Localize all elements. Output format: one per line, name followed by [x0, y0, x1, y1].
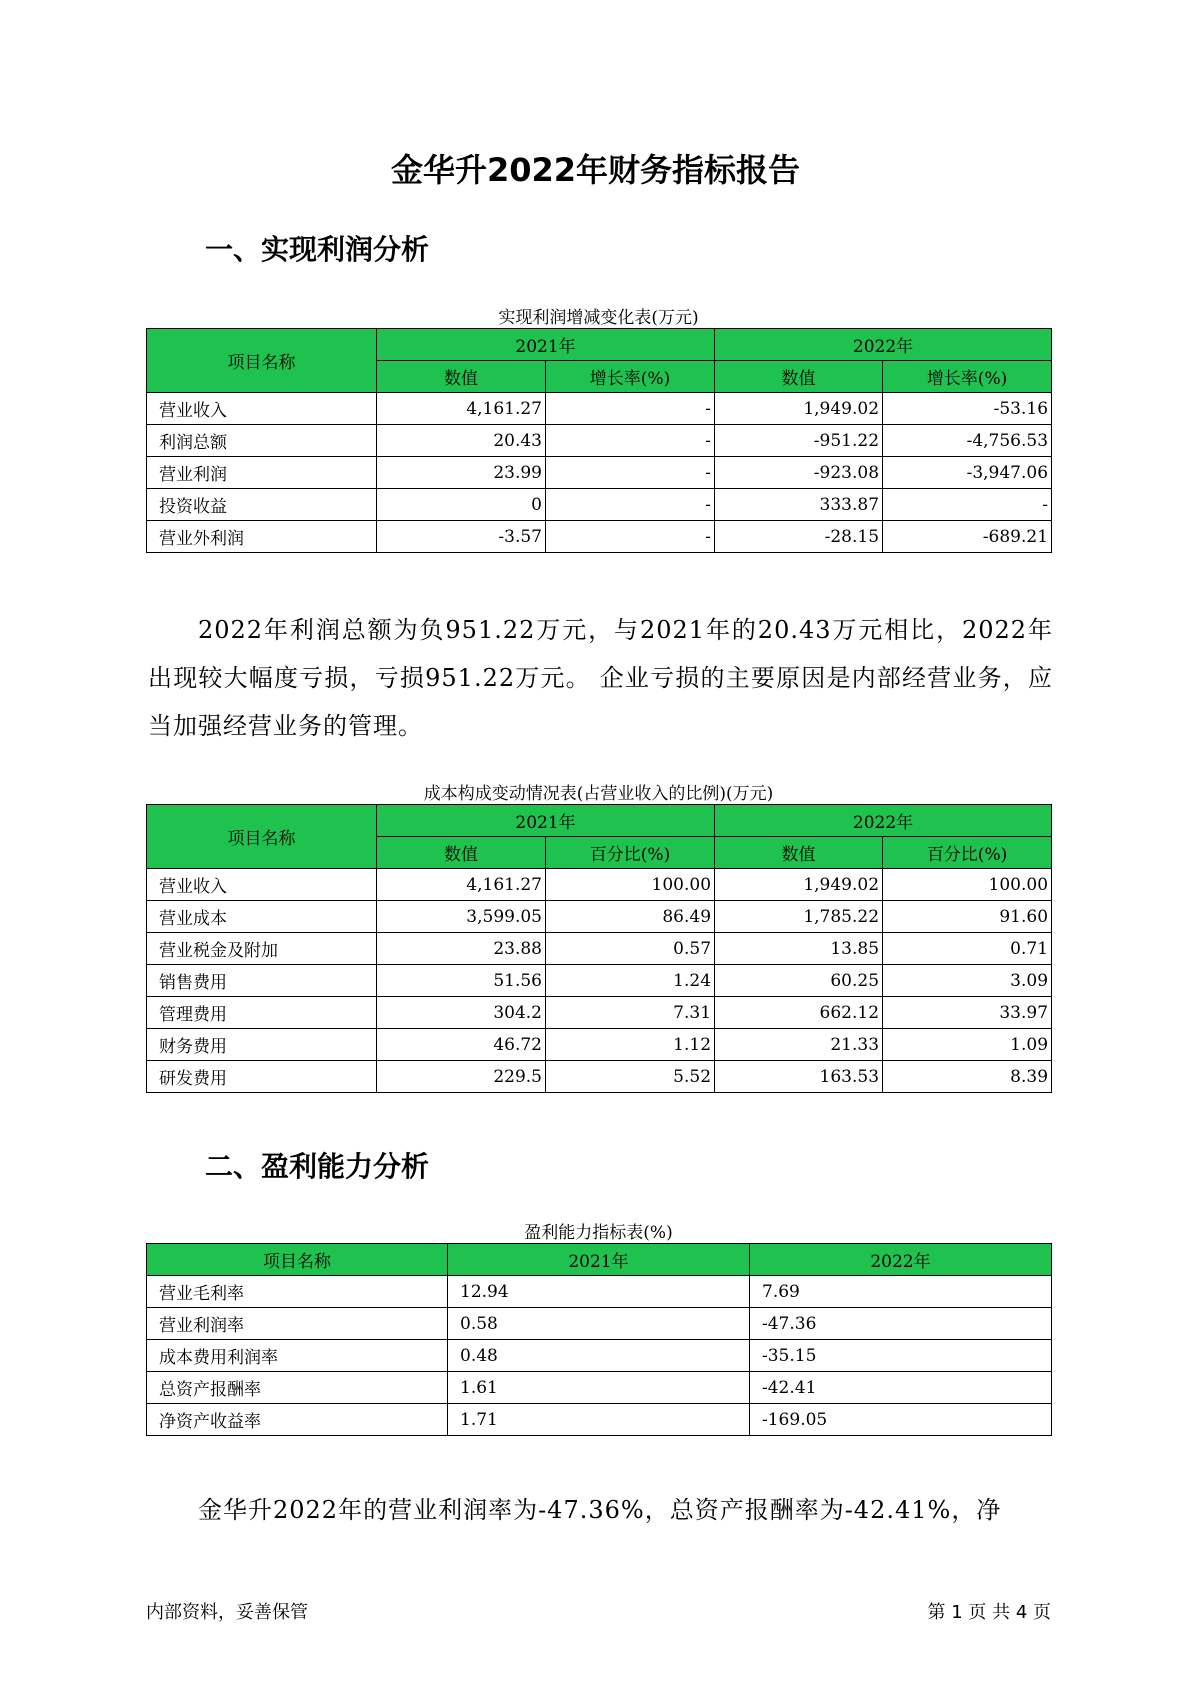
section-heading-profit: 一、实现利润分析 [205, 233, 430, 266]
cell-value: -689.21 [883, 521, 1052, 553]
header-value: 数值 [715, 837, 883, 869]
cell-value: 1.71 [448, 1404, 750, 1436]
cell-value: 23.99 [377, 457, 546, 489]
row-label: 财务费用 [147, 1029, 377, 1061]
row-label: 营业收入 [147, 393, 377, 425]
cell-value: 333.87 [715, 489, 883, 521]
table-row [147, 1372, 1052, 1404]
cell-value: 91.60 [883, 901, 1052, 933]
row-label: 销售费用 [147, 965, 377, 997]
header-percent: 百分比(%) [546, 837, 715, 869]
table-caption-profit-change: 实现利润增减变化表(万元) [498, 308, 699, 328]
cell-value: 12.94 [448, 1276, 750, 1308]
section-heading-profitability: 二、盈利能力分析 [205, 1150, 430, 1183]
cell-value: -47.36 [750, 1308, 1052, 1340]
cell-value: 60.25 [715, 965, 883, 997]
cell-value: -35.15 [750, 1340, 1052, 1372]
header-year-2021: 2021年 [377, 329, 715, 361]
profit-change-table [146, 328, 1052, 553]
profitability-paragraph: 金华升2022年的营业利润率为-47.36%，总资产报酬率为-42.41%，净 [198, 1496, 1002, 1524]
cell-value: 3.09 [883, 965, 1052, 997]
row-label: 营业利润 [147, 457, 377, 489]
profitability-table [146, 1243, 1052, 1436]
footer-page-number: 第 1 页 共 4 页 [927, 1602, 1051, 1623]
cell-value: 23.88 [377, 933, 546, 965]
cell-value: 51.56 [377, 965, 546, 997]
cell-value: - [546, 521, 715, 553]
cell-value: -169.05 [750, 1404, 1052, 1436]
cell-value: 7.31 [546, 997, 715, 1029]
cell-value: 1.09 [883, 1029, 1052, 1061]
table-row [147, 1404, 1052, 1436]
header-percent: 百分比(%) [883, 837, 1052, 869]
table-row [147, 1029, 1052, 1061]
row-label: 成本费用利润率 [147, 1340, 448, 1372]
cell-value: - [546, 457, 715, 489]
header-item-name: 项目名称 [147, 329, 377, 393]
cell-value: -28.15 [715, 521, 883, 553]
cell-value: 1,949.02 [715, 869, 883, 901]
cell-value: 1.12 [546, 1029, 715, 1061]
cell-value: 33.97 [883, 997, 1052, 1029]
cell-value: 304.2 [377, 997, 546, 1029]
cell-value: 163.53 [715, 1061, 883, 1093]
cell-value: 100.00 [546, 869, 715, 901]
row-label: 营业税金及附加 [147, 933, 377, 965]
table-row [147, 933, 1052, 965]
row-label: 营业成本 [147, 901, 377, 933]
cell-value: -3.57 [377, 521, 546, 553]
cell-value: 4,161.27 [377, 393, 546, 425]
cell-value: 229.5 [377, 1061, 546, 1093]
cell-value: -53.16 [883, 393, 1052, 425]
header-value: 数值 [715, 361, 883, 393]
cell-value: 20.43 [377, 425, 546, 457]
header-year-2021: 2021年 [448, 1244, 750, 1276]
table-row [147, 1061, 1052, 1093]
cell-value: 5.52 [546, 1061, 715, 1093]
header-item-name: 项目名称 [147, 1244, 448, 1276]
cell-value: 0.57 [546, 933, 715, 965]
cell-value: 46.72 [377, 1029, 546, 1061]
header-year-2022: 2022年 [715, 805, 1052, 837]
table-row [147, 901, 1052, 933]
cell-value: 21.33 [715, 1029, 883, 1061]
table-row [147, 869, 1052, 901]
header-item-name: 项目名称 [147, 805, 377, 869]
cell-value: -42.41 [750, 1372, 1052, 1404]
row-label: 营业外利润 [147, 521, 377, 553]
cell-value: 0.58 [448, 1308, 750, 1340]
table-caption-profitability: 盈利能力指标表(%) [524, 1223, 673, 1243]
row-label: 投资收益 [147, 489, 377, 521]
header-year-2022: 2022年 [715, 329, 1052, 361]
row-label: 净资产收益率 [147, 1404, 448, 1436]
row-label: 营业收入 [147, 869, 377, 901]
row-label: 总资产报酬率 [147, 1372, 448, 1404]
table-caption-cost-structure: 成本构成变动情况表(占营业收入的比例)(万元) [423, 784, 774, 804]
header-growth-rate: 增长率(%) [546, 361, 715, 393]
cell-value: 4,161.27 [377, 869, 546, 901]
cell-value: 3,599.05 [377, 901, 546, 933]
page-title: 金华升2022年财务指标报告 [390, 151, 801, 189]
table-row [147, 965, 1052, 997]
cell-value: 1.61 [448, 1372, 750, 1404]
cell-value: - [546, 393, 715, 425]
cell-value: 1,785.22 [715, 901, 883, 933]
table-row [147, 425, 1052, 457]
row-label: 营业毛利率 [147, 1276, 448, 1308]
cell-value: -923.08 [715, 457, 883, 489]
cell-value: 0.71 [883, 933, 1052, 965]
footer-confidential-note: 内部资料，妥善保管 [146, 1602, 308, 1623]
cell-value: -3,947.06 [883, 457, 1052, 489]
cost-structure-table [146, 804, 1052, 1093]
cell-value: 0.48 [448, 1340, 750, 1372]
header-value: 数值 [377, 361, 546, 393]
row-label: 研发费用 [147, 1061, 377, 1093]
cell-value: - [546, 489, 715, 521]
table-row [147, 457, 1052, 489]
cell-value: 100.00 [883, 869, 1052, 901]
cell-value: 1,949.02 [715, 393, 883, 425]
cell-value: 8.39 [883, 1061, 1052, 1093]
row-label: 营业利润率 [147, 1308, 448, 1340]
table-row [147, 1308, 1052, 1340]
table-row [147, 489, 1052, 521]
cell-value: 86.49 [546, 901, 715, 933]
row-label: 管理费用 [147, 997, 377, 1029]
table-row [147, 393, 1052, 425]
header-year-2022: 2022年 [750, 1244, 1052, 1276]
cell-value: 0 [377, 489, 546, 521]
table-row [147, 1340, 1052, 1372]
header-year-2021: 2021年 [377, 805, 715, 837]
cell-value: 13.85 [715, 933, 883, 965]
cell-value: 7.69 [750, 1276, 1052, 1308]
cell-value: 1.24 [546, 965, 715, 997]
cell-value: 662.12 [715, 997, 883, 1029]
row-label: 利润总额 [147, 425, 377, 457]
cell-value: - [883, 489, 1052, 521]
cell-value: - [546, 425, 715, 457]
cell-value: -4,756.53 [883, 425, 1052, 457]
header-growth-rate: 增长率(%) [883, 361, 1052, 393]
header-value: 数值 [377, 837, 546, 869]
table-row [147, 1276, 1052, 1308]
profit-analysis-paragraph: 2022年利润总额为负951.22万元，与2021年的20.43万元相比，2022年出现较大幅度亏损，亏损951.22万元。 企业亏损的主要原因是内部经营业务，应当加强经营业务的管理。 [148, 616, 1053, 740]
cell-value: -951.22 [715, 425, 883, 457]
table-row [147, 997, 1052, 1029]
table-row [147, 521, 1052, 553]
